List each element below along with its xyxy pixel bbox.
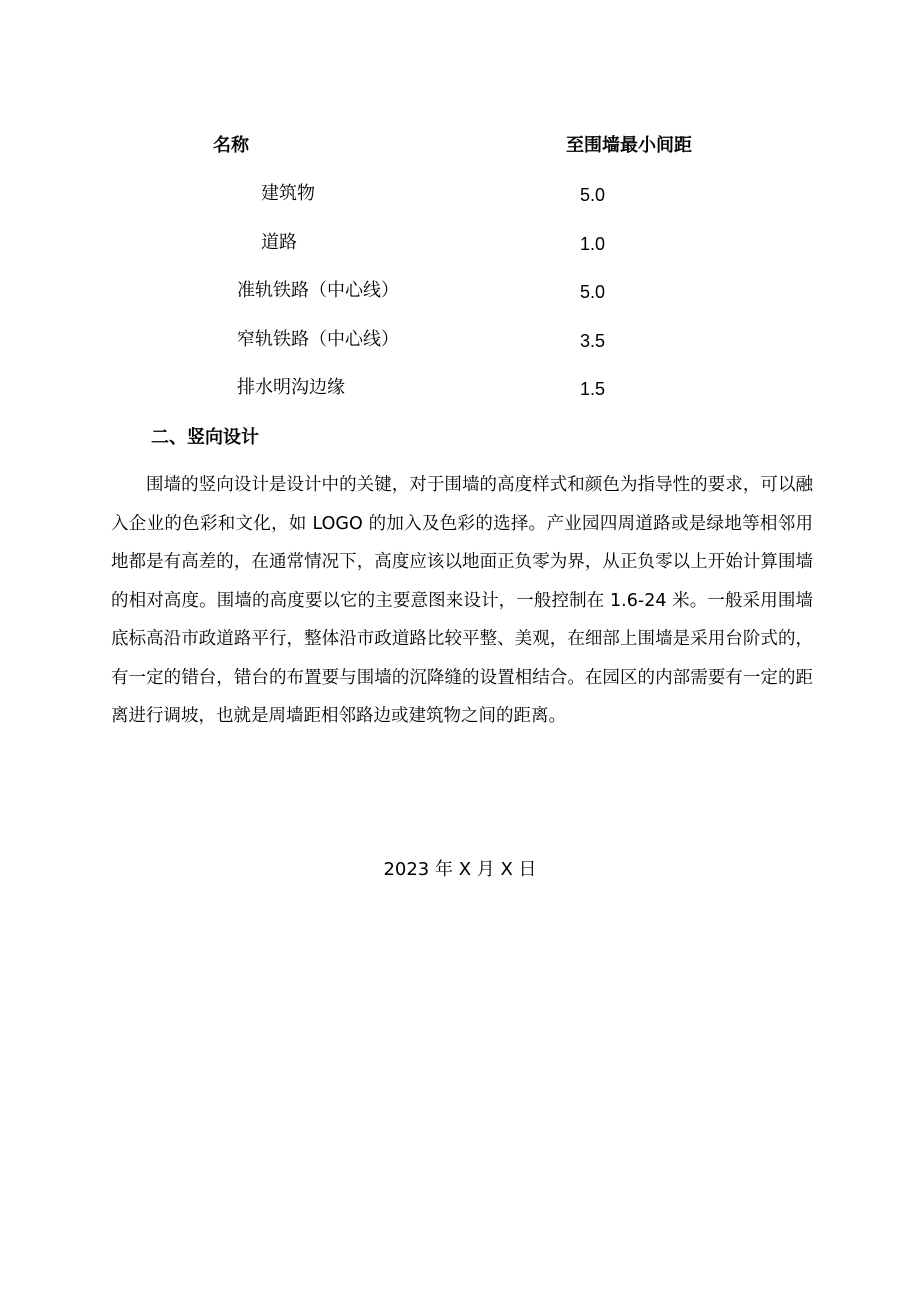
table-row-name: 窄轨铁路（中心线） bbox=[237, 329, 399, 350]
body-paragraph: 围墙的竖向设计是设计中的关键，对于围墙的高度样式和颜色为指导性的要求，可以融入企业的色彩和文化，如 LOGO 的加入及色彩的选择。产业园四周道路或是绿地等相邻用地都是有高差的，在通常情况下，高度应该以地面正负零为界，从正负零以上开始计算围墙的相对高度。围墙的高度要以它的主要意图来设计，一般控制在 1.6-24 米。一般采用围墙底标高沿市政道路平行，整体沿市政道路比较平整、美观，在细部上围墙是采用台阶式的，有一定的错台，错台的布置要与围墙的沉降缝的设置相结合。在园区的内部需要有一定的距离进行调坡，也就是周墙距相邻路边或建筑物之间的距离。 bbox=[111, 475, 813, 726]
table-row-value: 1.0 bbox=[580, 234, 606, 254]
table-row-name: 道路 bbox=[261, 232, 297, 253]
table-row-name: 准轨铁路（中心线） bbox=[237, 280, 399, 301]
document-date: 2023 年 X 月 X 日 bbox=[383, 859, 537, 880]
section-heading: 二、竖向设计 bbox=[151, 427, 259, 448]
table-row-name: 建筑物 bbox=[261, 183, 315, 204]
table-row-value: 3.5 bbox=[580, 331, 606, 351]
table-header-min-distance: 至围墙最小间距 bbox=[566, 135, 692, 156]
table-row-value: 1.5 bbox=[580, 379, 606, 399]
table-row-value: 5.0 bbox=[580, 185, 606, 205]
table-row-value: 5.0 bbox=[580, 282, 606, 302]
table-header-name: 名称 bbox=[213, 135, 249, 156]
table-row-name: 排水明沟边缘 bbox=[237, 377, 345, 398]
